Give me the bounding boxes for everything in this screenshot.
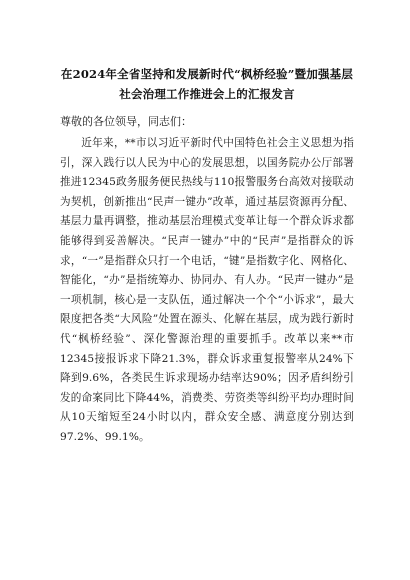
document-title (60, 64, 354, 104)
salutation: 尊敬的各位领导，同志们： (60, 115, 192, 128)
title-line-2: 社会治理工作推进会上的汇报发言 (119, 87, 295, 101)
title-line-1: 在2024年全省坚持和发展新时代“枫桥经验”暨加强基层 (60, 67, 354, 81)
body-paragraph: 近年来，**市以习近平新时代中国特色社会主义思想为指引，深入践行以人民为中心的发展思想，以国务院办公厅部署推进12345政务服务便民热线与110报警服务台高效对接联动为契机，创新推出“民声一键办”改革，通过基层资源再分配、基层力量再调整，推动基层治理模式变革让每一个群众诉求都能够得到妥善解决。“民声一键办”中的“民声”是指群众的诉求，“一”是指群众只打一个电话，“键”是指数字化、网格化、智能化，“办”是指统筹办、协同办、有人办。“民声一键办”是一项机制，核心是一支队伍，通过解决一个个“小诉求”，最大限度把各类“大风险”处置在源头、化解在基层，成为践行新时代“枫桥经验”、深化警源治理的重要抓手。改革以来**市12345接报诉求下降21.3%，群众诉求重复报警率从24%下降到9.6%，各类民生诉求现场办结率达90%；因矛盾纠纷引发的命案同比下降44%，消费类、劳资类等纠纷平均办理时间从10天缩短至24小时以内，群众安全感、满意度分别达到97.2%、99.1%。 (60, 137, 354, 443)
